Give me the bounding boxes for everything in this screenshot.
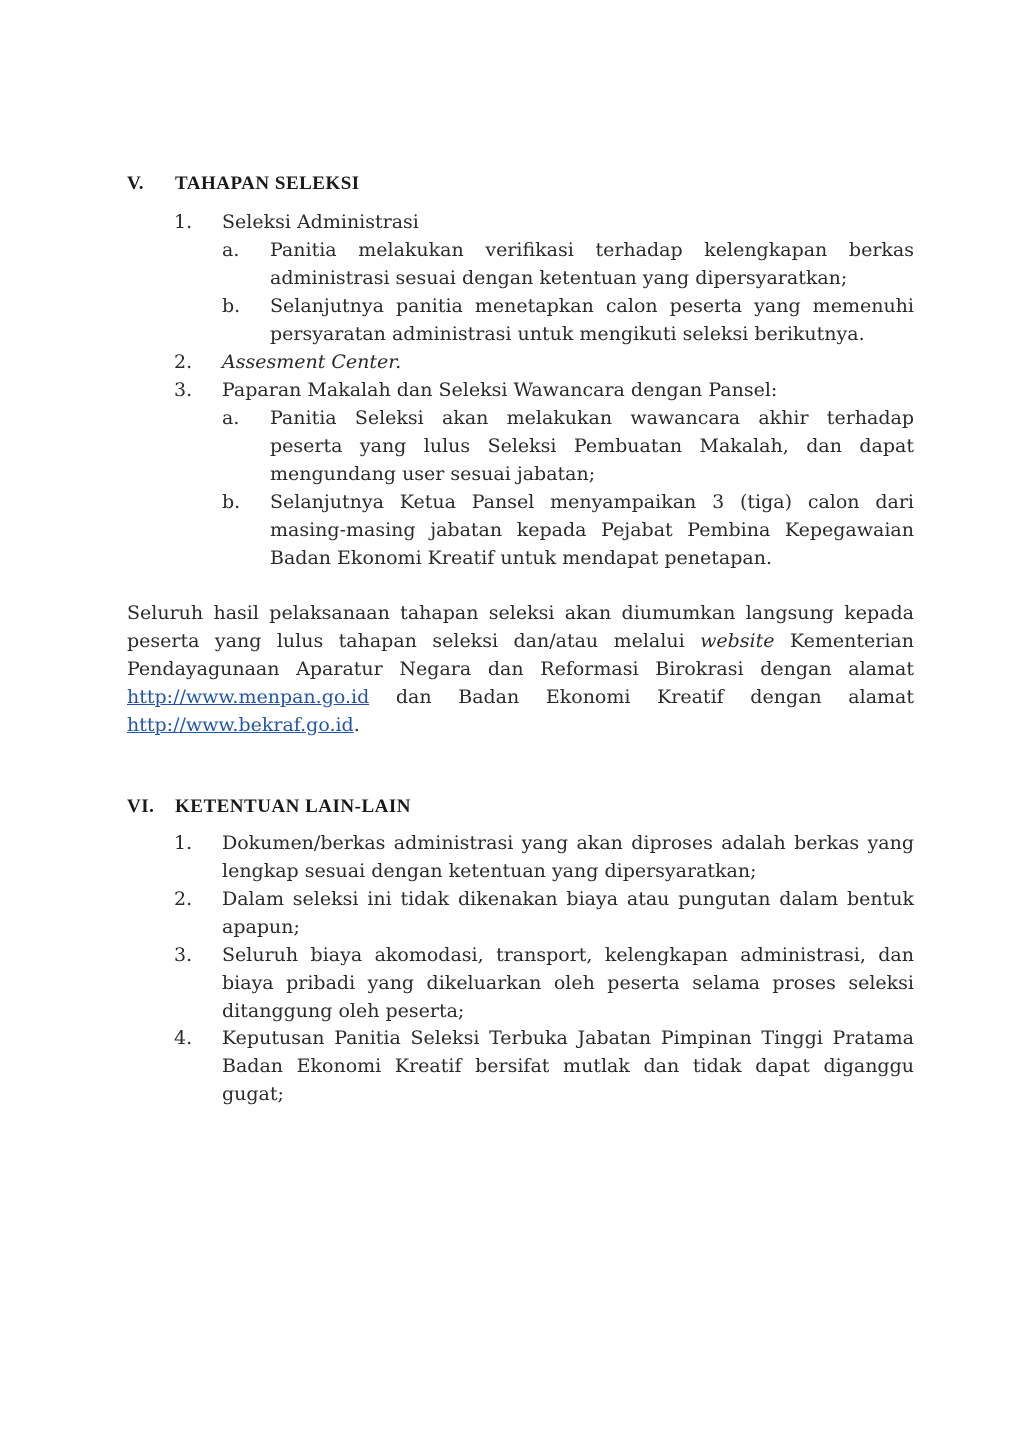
list-item — [174, 376, 914, 404]
list-item-text: Keputusan Panitia Seleksi Terbuka Jabatan Pimpinan Tinggi Pratama Badan Ekonomi Kreatif bersifat mutlak dan tidak dapat diganggu gugat; — [222, 1027, 914, 1105]
list-marker: 3. — [174, 944, 193, 966]
section-5-heading — [127, 170, 360, 198]
list-marker: 1. — [174, 832, 193, 854]
paragraph-text: dan Badan Ekonomi Kreatif dengan alamat — [369, 686, 914, 708]
sub-list-marker: b. — [222, 295, 241, 317]
section-6-title: KETENTUAN LAIN-LAIN — [175, 796, 411, 817]
list-item — [174, 941, 914, 1025]
paragraph-text: . — [353, 714, 360, 736]
list-item-text: Assesment Center. — [222, 351, 402, 373]
list-item-text: Seleksi Administrasi — [222, 211, 419, 233]
list-item — [174, 208, 914, 236]
list-item — [174, 885, 914, 941]
list-item — [174, 348, 914, 376]
list-marker: 2. — [174, 888, 193, 910]
list-item — [174, 1024, 914, 1108]
bekraf-link[interactable]: http://www.bekraf.go.id — [127, 714, 354, 736]
sub-list-item-text: Selanjutnya Ketua Pansel menyampaikan 3 (tiga) calon dari masing-masing jabatan kepada Pejabat Pembina Kepegawaian Badan Ekonomi Kreatif untuk mendapat penetapan. — [270, 491, 914, 569]
paragraph-text: Kementerian Pendayagunaan Aparatur Negara dan Reformasi Birokrasi dengan alamat — [127, 630, 914, 680]
list-marker: 1. — [174, 211, 193, 233]
sub-list-item — [222, 404, 914, 488]
sub-list-item-text: Panitia Seleksi akan melakukan wawancara akhir terhadap peserta yang lulus Seleksi Pembuatan Makalah, dan dapat mengundang user sesuai jabatan; — [270, 407, 914, 485]
list-item-text: Paparan Makalah dan Seleksi Wawancara dengan Pansel: — [222, 379, 778, 401]
sub-list-marker: b. — [222, 491, 241, 513]
sub-list-item-text: Selanjutnya panitia menetapkan calon peserta yang memenuhi persyaratan administrasi untuk mengikuti seleksi berikutnya. — [270, 295, 914, 345]
sub-list-marker: a. — [222, 239, 240, 261]
list-marker: 4. — [174, 1027, 193, 1049]
list-marker: 2. — [174, 351, 193, 373]
sub-list-item — [222, 236, 914, 292]
paragraph-text: Seluruh hasil pelaksanaan tahapan seleksi akan diumumkan langsung kepada peserta yang lulus tahapan seleksi dan/atau melalui — [127, 602, 914, 652]
menpan-link[interactable]: http://www.menpan.go.id — [127, 686, 370, 708]
list-item-text: Seluruh biaya akomodasi, transport, kelengkapan administrasi, dan biaya pribadi yang dikeluarkan oleh peserta selama proses seleksi ditanggung oleh peserta; — [222, 944, 914, 1022]
announcement-paragraph — [127, 599, 914, 739]
sub-list-marker: a. — [222, 407, 240, 429]
list-item — [174, 829, 914, 885]
sub-list-item-text: Panitia melakukan verifikasi terhadap kelengkapan berkas administrasi sesuai dengan ketentuan yang dipersyaratkan; — [270, 239, 914, 289]
paragraph-italic-word: website — [700, 630, 775, 652]
section-5-number: V. — [127, 173, 145, 194]
sub-list-item — [222, 488, 914, 572]
list-item-text: Dokumen/berkas administrasi yang akan diproses adalah berkas yang lengkap sesuai dengan ketentuan yang dipersyaratkan; — [222, 832, 914, 882]
sub-list-item — [222, 292, 914, 348]
section-6-heading — [127, 793, 411, 821]
list-marker: 3. — [174, 379, 193, 401]
list-item-text: Dalam seleksi ini tidak dikenakan biaya atau pungutan dalam bentuk apapun; — [222, 888, 914, 938]
section-6-number: VI. — [127, 796, 155, 817]
section-5-title: TAHAPAN SELEKSI — [175, 173, 360, 194]
